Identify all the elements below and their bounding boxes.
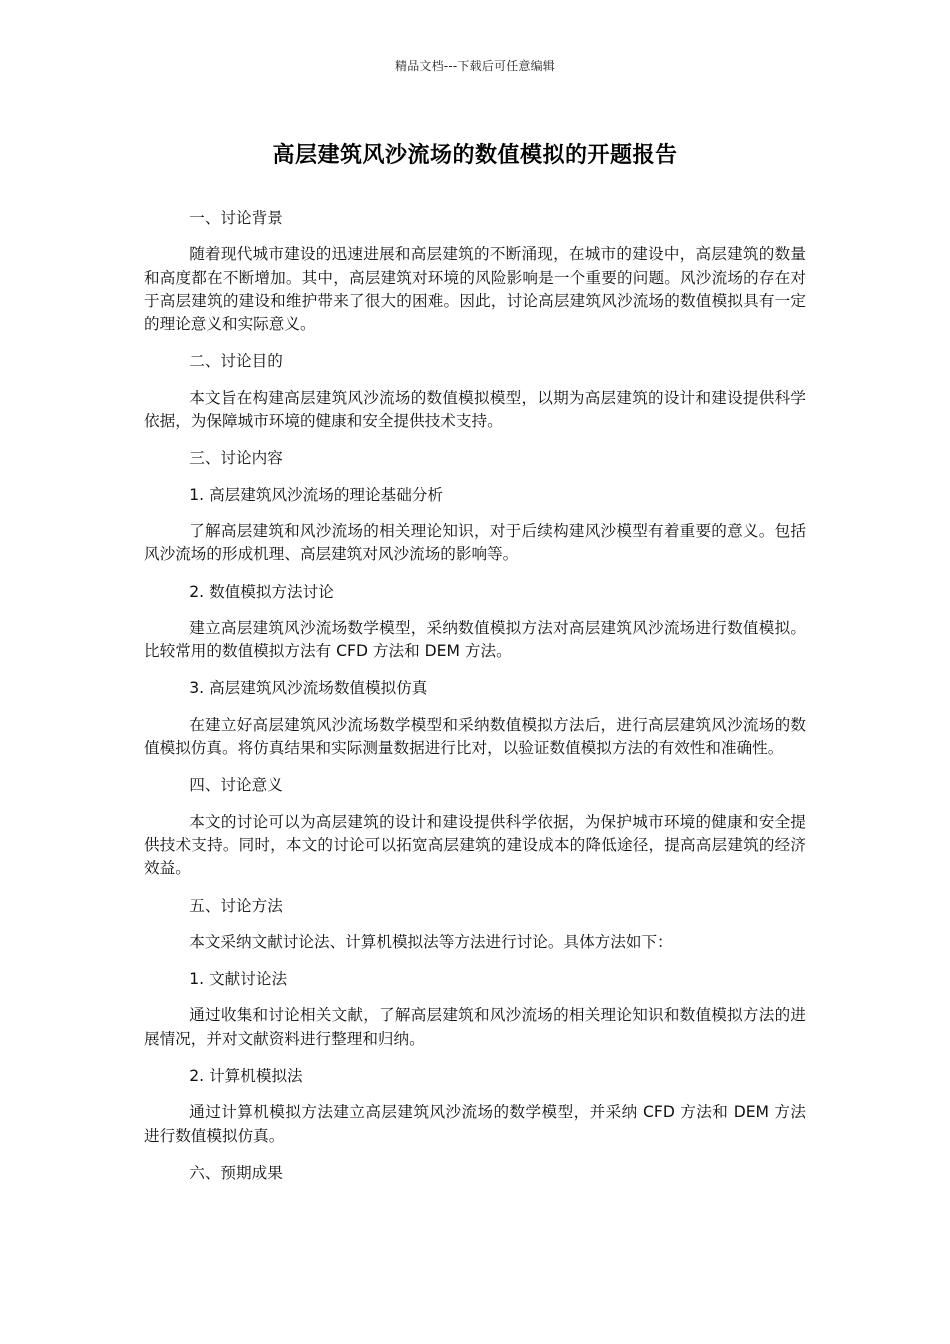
body-paragraph: 随着现代城市建设的迅速进展和高层建筑的不断涌现，在城市的建设中，高层建筑的数量和高度都在不断增加。其中，高层建筑对环境的风险影响是一个重要的问题。风沙流场的存在对于高层建筑的建设和维护带来了很大的困难。因此，讨论高层建筑风沙流场的数值模拟具有一定的理论意义和实际意义。 [144,245,806,334]
body-paragraph: 了解高层建筑和风沙流场的相关理论知识，对于后续构建风沙模型有着重要的意义。包括风沙流场的形成机理、高层建筑对风沙流场的影响等。 [144,521,806,564]
body-paragraph: 通过收集和讨论相关文献，了解高层建筑和风沙流场的相关理论知识和数值模拟方法的进展情况，并对文献资料进行整理和归纳。 [144,1006,806,1048]
section-heading: 一、讨论背景 [189,209,283,227]
body-paragraph: 建立高层建筑风沙流场数学模型，采纳数值模拟方法对高层建筑风沙流场进行数值模拟。比较常用的数值模拟方法有 CFD 方法和 DEM 方法。 [144,618,806,661]
document-title: 高层建筑风沙流场的数值模拟的开题报告 [272,143,678,168]
subsection-heading: 2. 数值模拟方法讨论 [189,582,334,601]
section-heading: 三、讨论内容 [189,449,283,468]
page-header: 精品文档---下载后可任意编辑 [395,59,555,73]
body-paragraph: 在建立好高层建筑风沙流场数学模型和采纳数值模拟方法后，进行高层建筑风沙流场的数值模拟仿真。将仿真结果和实际测量数据进行比对，以验证数值模拟方法的有效性和准确性。 [144,715,806,758]
body-paragraph: 通过计算机模拟方法建立高层建筑风沙流场的数学模型，并采纳 CFD 方法和 DEM 方法进行数值模拟仿真。 [144,1103,806,1145]
body-paragraph: 本文旨在构建高层建筑风沙流场的数值模拟模型，以期为高层建筑的设计和建设提供科学依据，为保障城市环境的健康和安全提供技术支持。 [144,388,806,431]
body-paragraph: 本文的讨论可以为高层建筑的设计和建设提供科学依据，为保护城市环境的健康和安全提供技术支持。同时，本文的讨论可以拓宽高层建筑的建设成本的降低途径，提高高层建筑的经济效益。 [144,812,806,878]
subsection-heading: 3. 高层建筑风沙流场数值模拟仿真 [189,679,428,698]
subsection-heading: 1. 文献讨论法 [189,970,288,989]
subsection-heading: 1. 高层建筑风沙流场的理论基础分析 [189,485,443,504]
document-body [144,207,806,1198]
subsection-heading: 2. 计算机模拟法 [189,1067,303,1086]
section-heading: 二、讨论目的 [189,352,283,371]
body-paragraph: 本文采纳文献讨论法、计算机模拟法等方法进行讨论。具体方法如下： [189,932,673,951]
section-heading: 六、预期成果 [189,1163,283,1182]
section-heading: 四、讨论意义 [189,776,283,795]
section-heading: 五、讨论方法 [189,896,283,915]
